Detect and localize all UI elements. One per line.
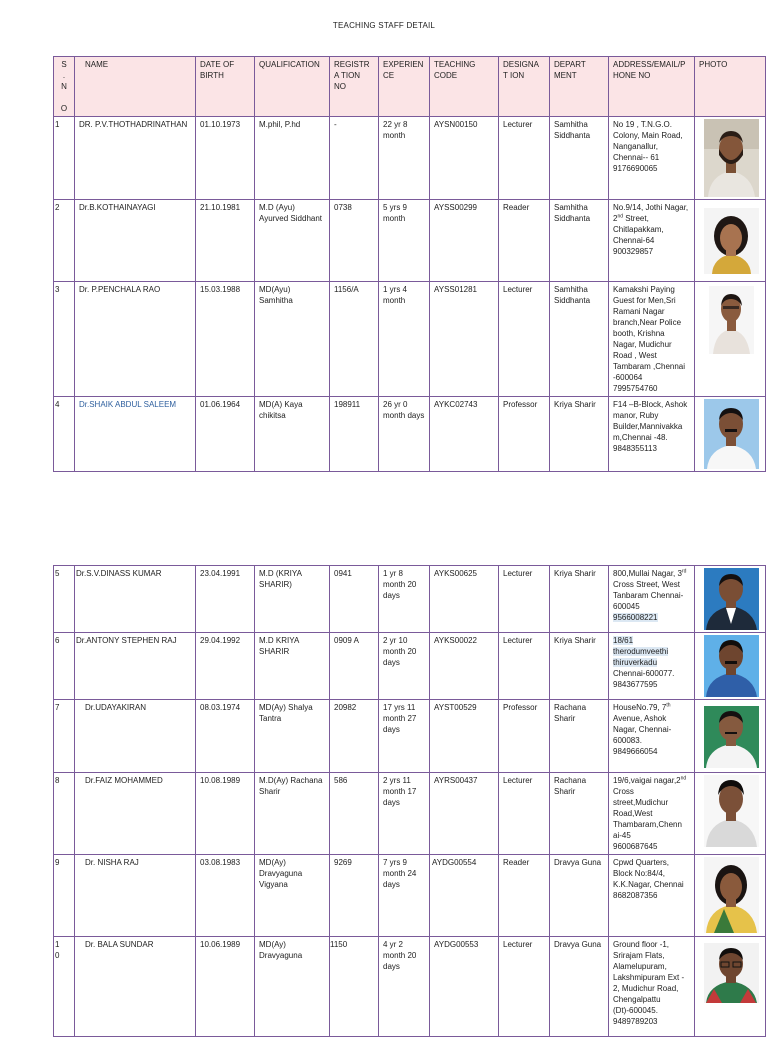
row-sno: 7: [54, 700, 75, 773]
row-dob: 15.03.1988: [196, 282, 255, 397]
address-text: Chennai-600077.: [613, 669, 675, 678]
row-sno: 4: [54, 397, 75, 472]
row-designation: Lecturer: [499, 937, 550, 1037]
row-registration: 9269: [330, 855, 379, 937]
row-dob: 08.03.1974: [196, 700, 255, 773]
row-teaching-code: AYDG00554: [430, 855, 499, 937]
row-sno: 8: [54, 773, 75, 855]
document-title: TEACHING STAFF DETAIL: [332, 21, 436, 30]
row-qualification: M.D KRIYA SHARIR: [255, 633, 330, 700]
phone-number: 9566008221: [613, 613, 658, 622]
row-registration: 0738: [330, 200, 379, 282]
row-department: Kriya Sharir: [550, 633, 609, 700]
row-registration: 0941: [330, 566, 379, 633]
row-sno: 2: [54, 200, 75, 282]
row-registration: 0909 A: [330, 633, 379, 700]
address-text: No 19 , T.N.G.O. Colony, Main Road, Nanganallur, Chennai-- 61: [613, 120, 683, 162]
row-name: Dr. NISHA RAJ: [75, 855, 196, 937]
header-photo: PHOTO: [695, 57, 766, 117]
row-experience: 1 yr 8 month 20 days: [379, 566, 430, 633]
row-teaching-code: AYSN00150: [430, 117, 499, 200]
staff-photo-man-white-shirt: [704, 706, 759, 768]
row-sno: 3: [54, 282, 75, 397]
row-sno: 6: [54, 633, 75, 700]
phone-number: 9849666054: [613, 747, 658, 756]
row-qualification: M.D (KRIYA SHARIR): [255, 566, 330, 633]
row-teaching-code: AYSS01281: [430, 282, 499, 397]
row-qualification: MD(Ayu) Samhitha: [255, 282, 330, 397]
row-experience: 2 yrs 11 month 17 days: [379, 773, 430, 855]
staff-photo-woman: [704, 208, 759, 274]
row-designation: Professor: [499, 397, 550, 472]
row-name: Dr. BALA SUNDAR: [75, 937, 196, 1037]
row-department: Samhitha Siddhanta: [550, 200, 609, 282]
row-registration: 1156/A: [330, 282, 379, 397]
header-department: DEPART MENT: [550, 57, 609, 117]
row-department: Samhitha Siddhanta: [550, 117, 609, 200]
table-row: [54, 937, 766, 1037]
row-designation: Reader: [499, 200, 550, 282]
row-qualification: MD(A) Kaya chikitsa: [255, 397, 330, 472]
row-department: Dravya Guna: [550, 937, 609, 1037]
row-dob: 21.10.1981: [196, 200, 255, 282]
row-teaching-code: AYST00529: [430, 700, 499, 773]
header-sno: S . N O: [54, 57, 75, 117]
row-sno: 9: [54, 855, 75, 937]
staff-photo-man-suit: [704, 568, 759, 630]
row-qualification: MD(Ay) Shalya Tantra: [255, 700, 330, 773]
staff-photo-man-glasses: [704, 943, 759, 1003]
row-designation: Lecturer: [499, 117, 550, 200]
row-department: Kriya Sharir: [550, 397, 609, 472]
row-photo: [695, 773, 766, 855]
table-row: [54, 855, 766, 937]
row-address: [609, 937, 695, 1037]
table-row: [54, 700, 766, 773]
header-teaching-code: TEACHING CODE: [430, 57, 499, 117]
row-designation: Lecturer: [499, 633, 550, 700]
row-dob: 03.08.1983: [196, 855, 255, 937]
row-dob: 10.06.1989: [196, 937, 255, 1037]
row-experience: 22 yr 8 month: [379, 117, 430, 200]
row-photo: [695, 282, 766, 397]
table-row: [54, 200, 766, 282]
header-address: ADDRESS/EMAIL/P HONE NO: [609, 57, 695, 117]
staff-photo-man: [709, 286, 754, 354]
header-designation: DESIGNA T ION: [499, 57, 550, 117]
row-name: Dr.FAIZ MOHAMMED: [75, 773, 196, 855]
row-address: [609, 633, 695, 700]
row-address: [609, 397, 695, 472]
table-row: [54, 117, 766, 200]
row-registration: 198911: [330, 397, 379, 472]
row-address: 800,Mullai Nagar, 3rd Cross Street, West Tanbaram Chennai-600045 9566008221: [609, 566, 695, 633]
address-text: Kamakshi Paying Guest for Men,Sri Ramani Nagar branch,Near Police booth, Krishna Nagar, Mudichur Road , West Tambaram ,Chennai -600064: [613, 285, 686, 382]
row-registration: -: [330, 117, 379, 200]
row-dob: 29.04.1992: [196, 633, 255, 700]
row-sno: 5: [54, 566, 75, 633]
staff-photo-man-mustache: [704, 399, 759, 469]
row-designation: Reader: [499, 855, 550, 937]
row-address: [609, 282, 695, 397]
header-name: NAME: [75, 57, 196, 117]
row-photo: [695, 855, 766, 937]
row-photo: [695, 566, 766, 633]
row-photo: [695, 700, 766, 773]
header-qualification: QUALIFICATION: [255, 57, 330, 117]
header-experience: EXPERIEN CE: [379, 57, 430, 117]
row-department: Rachana Sharir: [550, 700, 609, 773]
phone-number: 900329857: [613, 247, 654, 256]
row-registration: 586: [330, 773, 379, 855]
row-experience: 17 yrs 11 month 27 days: [379, 700, 430, 773]
row-experience: 7 yrs 9 month 24 days: [379, 855, 430, 937]
staff-photo-man-beard: [704, 119, 759, 197]
row-department: Samhitha Siddhanta: [550, 282, 609, 397]
row-qualification: M.phil, P.hd: [255, 117, 330, 200]
row-experience: 26 yr 0 month days: [379, 397, 430, 472]
address-text: Cpwd Quarters, Block No:84/4, K.K.Nagar, Chennai: [613, 858, 684, 889]
header-dob: DATE OF BIRTH: [196, 57, 255, 117]
row-photo: [695, 200, 766, 282]
row-qualification: MD(Ay) Dravyaguna: [255, 937, 330, 1037]
row-dob: 10.08.1989: [196, 773, 255, 855]
row-name: DR. P.V.THOTHADRINATHAN: [75, 117, 196, 200]
row-dob: 23.04.1991: [196, 566, 255, 633]
phone-number: 9176690065: [613, 164, 658, 173]
row-teaching-code: AYKS00022: [430, 633, 499, 700]
row-photo: [695, 633, 766, 700]
row-sno: 1: [54, 117, 75, 200]
row-name: Dr.UDAYAKIRAN: [75, 700, 196, 773]
phone-number: 9600687645: [613, 842, 658, 851]
table-row: [54, 397, 766, 472]
row-name: Dr.S.V.DINASS KUMAR: [75, 566, 196, 633]
phone-number: 7995754760: [613, 384, 658, 393]
row-photo: [695, 117, 766, 200]
phone-number: 9843677595: [613, 680, 658, 689]
phone-number: 9848355113: [613, 444, 657, 453]
row-teaching-code: AYSS00299: [430, 200, 499, 282]
row-qualification: M.D (Ayu) Ayurved Siddhant: [255, 200, 330, 282]
row-qualification: M.D(Ay) Rachana Sharir: [255, 773, 330, 855]
staff-photo-young-man: [704, 775, 759, 847]
row-designation: Lecturer: [499, 566, 550, 633]
row-department: Kriya Sharir: [550, 566, 609, 633]
row-registration: 1150: [330, 937, 379, 1037]
row-name: Dr. P.PENCHALA RAO: [75, 282, 196, 397]
row-experience: 5 yrs 9 month: [379, 200, 430, 282]
row-experience: 1 yrs 4 month: [379, 282, 430, 397]
row-designation: Lecturer: [499, 282, 550, 397]
row-department: Dravya Guna: [550, 855, 609, 937]
row-dob: 01.10.1973: [196, 117, 255, 200]
table-row: [54, 566, 766, 633]
table-row: [54, 633, 766, 700]
staff-photo-man-blue-shirt: [704, 635, 759, 697]
address-text: F14 –B-Block, Ashok manor, Ruby Builder,Mannivakka m,Chennai -48.: [613, 400, 688, 442]
row-address: [609, 117, 695, 200]
row-address: No.9/14, Jothi Nagar, 2nd Street, Chitlapakkam, Chennai-64 900329857: [609, 200, 695, 282]
row-department: Rachana Sharir: [550, 773, 609, 855]
staff-table-part-2: [53, 565, 766, 1037]
row-name: Dr.B.KOTHAINAYAGI: [75, 200, 196, 282]
address-highlighted: 18/61 therodumveethi thiruverkadu: [613, 636, 669, 667]
row-sno: 1 0: [54, 937, 75, 1037]
row-address: HouseNo.79, 7th Avenue, Ashok Nagar, Chennai-600083. 9849666054: [609, 700, 695, 773]
table-header-row: [54, 57, 766, 117]
row-address: [609, 855, 695, 937]
phone-number: 9489789203: [613, 1017, 658, 1026]
staff-table-part-1: [53, 56, 766, 472]
row-teaching-code: AYKS00625: [430, 566, 499, 633]
row-designation: Lecturer: [499, 773, 550, 855]
staff-photo-woman-saree: [704, 857, 759, 933]
row-designation: Professor: [499, 700, 550, 773]
row-dob: 01.06.1964: [196, 397, 255, 472]
row-photo: [695, 937, 766, 1037]
row-teaching-code: AYRS00437: [430, 773, 499, 855]
row-name: Dr.SHAIK ABDUL SALEEM: [75, 397, 196, 472]
row-experience: 2 yr 10 month 20 days: [379, 633, 430, 700]
table-row: [54, 773, 766, 855]
phone-number: 8682087356: [613, 891, 658, 900]
row-qualification: MD(Ay) Dravyaguna Vigyana: [255, 855, 330, 937]
address-text: Ground floor -1, Srirajam Flats, Alamelupuram, Lakshmipuram Ext - 2, Mudichur Road, Chengalpattu (Dt)-600045.: [613, 940, 685, 1015]
row-teaching-code: AYDG00553: [430, 937, 499, 1037]
table-row: [54, 282, 766, 397]
row-photo: [695, 397, 766, 472]
header-registration: REGISTRA TION NO: [330, 57, 379, 117]
row-name: Dr.ANTONY STEPHEN RAJ: [75, 633, 196, 700]
row-address: 19/6,vaigai nagar,2nd Cross street,Mudichur Road,West Thambaram,Chenn ai-45 9600687645: [609, 773, 695, 855]
row-teaching-code: AYKC02743: [430, 397, 499, 472]
row-registration: 20982: [330, 700, 379, 773]
row-experience: 4 yr 2 month 20 days: [379, 937, 430, 1037]
